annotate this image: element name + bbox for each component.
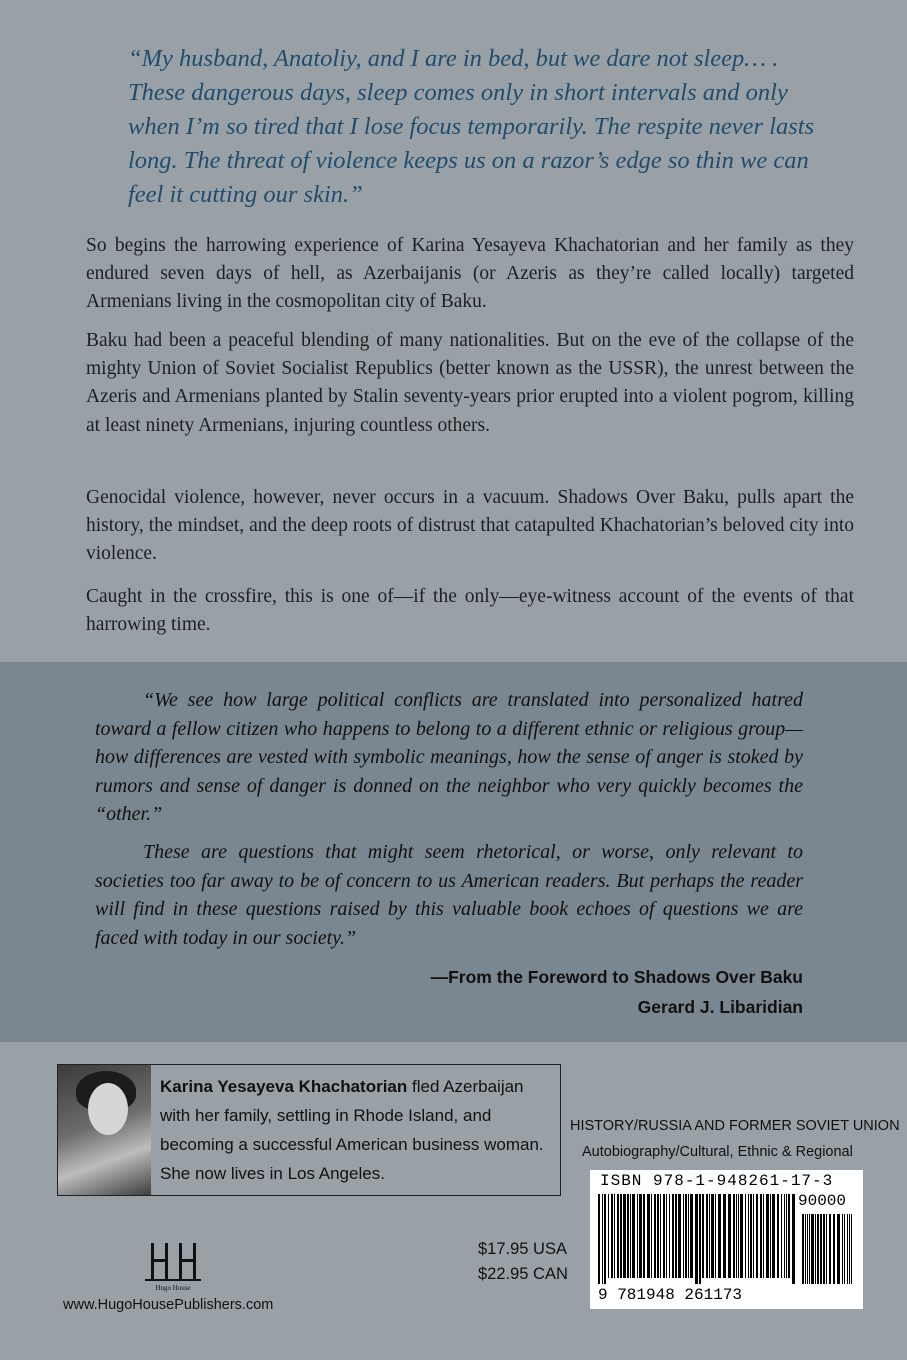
barcode-bar [688, 1194, 689, 1278]
barcode-bar [639, 1194, 642, 1278]
barcode-bar [675, 1194, 677, 1278]
barcode-bar [602, 1194, 603, 1284]
barcode-addon-bar [811, 1214, 814, 1284]
barcode-bar [736, 1194, 737, 1278]
price-usa: $17.95 USA [478, 1240, 567, 1258]
barcode-bar [630, 1194, 631, 1278]
barcode-bar [760, 1194, 762, 1278]
barcode-bar [614, 1194, 615, 1278]
barcode-bar [784, 1194, 785, 1278]
barcode-addon-bar [802, 1214, 804, 1284]
paragraph-3: Genocidal violence, however, never occurs in a vacuum. Shadows Over Baku, pulls apart the history, the mindset, and the deep roots of distrust that catapulted Khachatorian’s beloved city into violence. [86, 487, 854, 565]
isbn-barcode [590, 1170, 863, 1309]
barcode-bar [763, 1194, 764, 1278]
barcode-addon-digits: 90000 [798, 1192, 847, 1210]
barcode-bar [669, 1194, 670, 1278]
review-author: Gerard J. Libaridian [637, 997, 803, 1017]
barcode-bar [643, 1194, 645, 1278]
barcode-addon-bar [820, 1214, 822, 1284]
barcode-bar [781, 1194, 782, 1278]
barcode-bar [733, 1194, 735, 1278]
barcode-bar [611, 1194, 613, 1278]
barcode-bar [711, 1194, 714, 1278]
category-primary: HISTORY/RUSSIA AND FORMER SOVIET UNION [570, 1118, 900, 1134]
barcode-bar [637, 1194, 638, 1278]
author-photo [58, 1065, 151, 1195]
author-bio-box [57, 1064, 561, 1196]
barcode-addon-bar [837, 1214, 840, 1284]
barcode-addon-bar [823, 1214, 825, 1284]
barcode-addon-bar [826, 1214, 827, 1284]
barcode-addon-bar [807, 1214, 808, 1284]
barcode-bar [772, 1194, 775, 1278]
barcode-bar [745, 1194, 746, 1278]
barcode-addon-bar [829, 1214, 831, 1284]
barcode-addon-bar [844, 1214, 845, 1284]
barcode-addon-bar [833, 1214, 835, 1284]
barcode-digits: 9 781948 261173 [598, 1286, 743, 1304]
barcode-bar [766, 1194, 769, 1278]
review-attribution: —From the Foreword to Shadows Over Baku [430, 967, 803, 987]
publisher-logo-text: Hugo House [155, 1284, 191, 1292]
barcode-bar [666, 1194, 667, 1278]
paragraph-4: Caught in the crossfire, this is one of—if the only—eye-witness account of the events of that harrowing time. [86, 586, 854, 636]
barcode-bar [598, 1194, 600, 1284]
barcode-bar [651, 1194, 652, 1278]
isbn-label: ISBN 978-1-948261-17-3 [600, 1172, 834, 1190]
barcode-bar [683, 1194, 684, 1278]
barcode-bar [792, 1194, 795, 1284]
barcode-bar [699, 1194, 701, 1284]
barcode-bar [632, 1194, 635, 1278]
author-name: Karina Yesayeva Khachatorian [160, 1077, 408, 1096]
barcode-bar [723, 1194, 726, 1278]
author-bio-body: fled Azerbaijan with her family, settling in Rhode Island, and becoming a successful American business woman. She now lives in Los Angeles. [160, 1077, 544, 1183]
barcode-bar [660, 1194, 661, 1278]
barcode-bar [620, 1194, 622, 1278]
barcode-bar [788, 1194, 790, 1278]
barcode-bar [627, 1194, 629, 1278]
barcode-bar [728, 1194, 731, 1278]
barcode-bar [678, 1194, 681, 1278]
barcode-bar [715, 1194, 716, 1278]
review-paragraph-1: “We see how large political conflicts are translated into personalized hatred toward a fellow citizen who happens to belong to a different ethnic or religious group—how differences are vested with symbolic meanings, how the sense of anger is stoked by rumors and sense of danger is donned on the neighbor who very quickly becomes the “other.” [95, 689, 803, 825]
barcode-bar [663, 1194, 665, 1278]
price-can: $22.95 CAN [478, 1265, 568, 1283]
barcode-bar [770, 1194, 771, 1278]
barcode-bar [604, 1194, 606, 1284]
barcode-bar [702, 1194, 704, 1278]
barcode-bar [695, 1194, 698, 1284]
barcode-addon-bar [847, 1214, 848, 1284]
barcode-bar [672, 1194, 674, 1278]
review-paragraph-2: These are questions that might seem rhetorical, or worse, only relevant to societies too far away to be of concern to us American readers. But perhaps the reader will find in these questions raised by this valuable book echoes of questions we are faced with today in our society.” [95, 841, 803, 949]
barcode-bar [709, 1194, 710, 1278]
barcode-bar [750, 1194, 752, 1278]
barcode-bar [617, 1194, 619, 1278]
publisher-logo-icon [143, 1237, 203, 1293]
barcode-bar [647, 1194, 650, 1278]
barcode-bar [753, 1194, 754, 1278]
category-secondary: Autobiography/Cultural, Ethnic & Regional [582, 1144, 853, 1160]
barcode-bar [654, 1194, 656, 1278]
barcode-bar [690, 1194, 693, 1278]
barcode-addon-bar [809, 1214, 810, 1284]
barcode-bar [738, 1194, 739, 1278]
barcode-bar [748, 1194, 749, 1278]
barcode-bar [777, 1194, 779, 1278]
barcode-addon-bar [842, 1214, 843, 1284]
barcode-bar [608, 1194, 609, 1278]
opening-quote: “My husband, Anatoliy, and I are in bed, but we dare not sleep… . These dangerous days, sleep comes only in short intervals and only when I’m so tired that I lose focus temporarily. The respite never lasts long. The threat of violence keeps us on a razor’s edge so thin we can feel it cutting our skin.” [128, 45, 815, 208]
paragraph-1: So begins the harrowing experience of Karina Yesayeva Khachatorian and her family as they endured seven days of hell, as Azerbaijanis (or Azeris as they’re called locally) targeted Armenians living in the cosmopolitan city of Baku. [86, 235, 854, 313]
barcode-bar [786, 1194, 787, 1278]
barcode-bar [706, 1194, 708, 1278]
barcode-addon-bar [849, 1214, 850, 1284]
author-bio-text [160, 1072, 556, 1188]
barcode-addon-bar [805, 1214, 806, 1284]
barcode-bar [685, 1194, 687, 1278]
barcode-bar [756, 1194, 758, 1278]
barcode-addon-bar [815, 1214, 816, 1284]
barcode-addon-bar [851, 1214, 852, 1284]
barcode-bar [718, 1194, 721, 1278]
barcode-bar [623, 1194, 626, 1278]
publisher-website: www.HugoHousePublishers.com [63, 1297, 274, 1313]
barcode-addon-bar [817, 1214, 819, 1284]
paragraph-2: Baku had been a peaceful blending of many nationalities. But on the eve of the collapse of the mighty Union of Soviet Socialist Republics (better known as the USSR), the unrest between the Azeris and Armenians planted by Stalin seventy-years prior erupted into a violent pogrom, killing at least ninety Armenians, injuring countless others. [86, 330, 854, 436]
barcode-bar [740, 1194, 743, 1278]
barcode-bar [657, 1194, 659, 1278]
author-photo-face [88, 1083, 128, 1135]
